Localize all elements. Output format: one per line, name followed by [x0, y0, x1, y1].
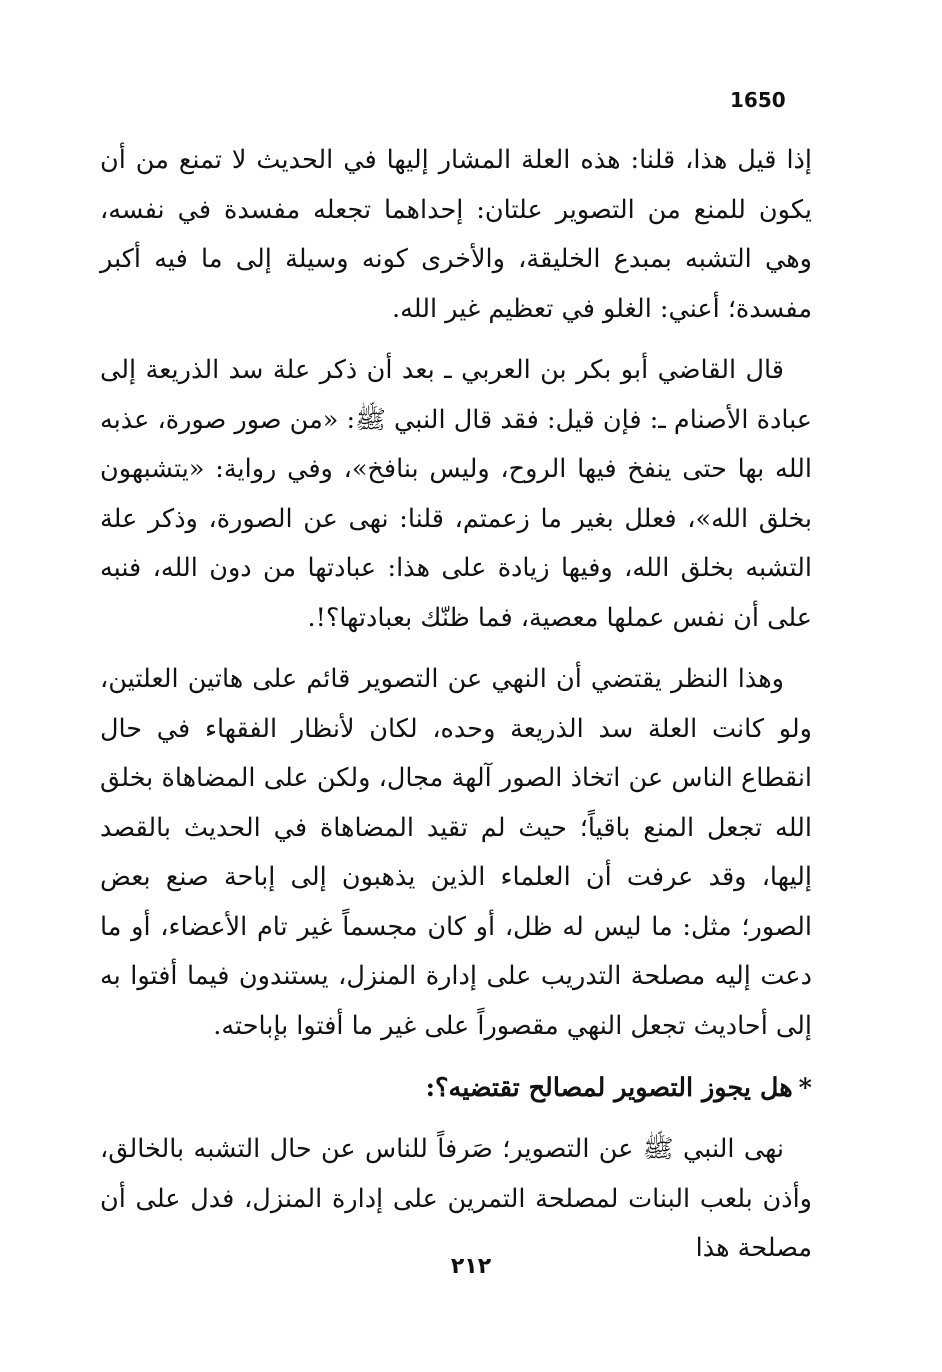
page-body: [100, 136, 812, 1286]
paragraph-2: قال القاضي أبو بكر بن العربي ـ بعد أن ذكر علة سد الذريعة إلى عبادة الأصنام ـ: فإن قيل: فقد قال النبي ﷺ: «من صور صورة، عذبه الله بها حتى ينفخ فيها الروح، وليس بنافخ»، وفي رواية: «يتشبهون بخلق الله»، فعلل بغير ما زعمتم، قلنا: نهى عن الصورة، وذكر علة التشبه بخلق الله، وفيها زيادة على هذا: عبادتها من دون الله، فنبه على أن نفس عملها معصية، فما ظنّك بعبادتها؟!.: [100, 355, 812, 633]
paragraph-1: إذا قيل هذا، قلنا: هذه العلة المشار إليها في الحديث لا تمنع من أن يكون للمنع من التصوير علتان: إحداهما تجعله مفسدة في نفسه، وهي التشبه بمبدع الخليقة، والأخرى كونه وسيلة إلى ما فيه أكبر مفسدة؛ أعني: الغلو في تعظيم غير الله.: [100, 145, 813, 324]
heading-star-marker: *: [798, 1073, 812, 1103]
page-number-bottom: ٢١٢: [450, 1254, 492, 1279]
paragraph-3: وهذا النظر يقتضي أن النهي عن التصوير قائم على هاتين العلتين، ولو كانت العلة سد الذريعة وحده، لكان لأنظار الفقهاء في حال انقطاع الناس عن اتخاذ الصور آلهة مجال، ولكن على المضاهاة بخلق الله تجعل المنع باقياً؛ حيث لم تقيد المضاهاة في الحديث بالقصد إليها، وقد عرفت أن العلماء الذين يذهبون إلى إباحة صنع بعض الصور؛ مثل: ما ليس له ظل، أو كان مجسماً غير تام الأعضاء، أو ما دعت إليه مصلحة التدريب على إدارة المنزل، يستندون فيما أفتوا به إلى أحاديث تجعل النهي مقصوراً على غير ما أفتوا بإباحته.: [100, 664, 812, 1041]
section-heading-text: هل يجوز التصوير لمصالح تقتضيه؟:: [425, 1073, 793, 1103]
page-number-top: 1650: [730, 88, 786, 112]
section-heading: [100, 1063, 812, 1113]
paragraph-4: نهى النبي ﷺ عن التصوير؛ صَرفاً للناس عن حال التشبه بالخالق، وأذن بلعب البنات لمصلحة التمرين على إدارة المنزل، فدل على أن مصلحة هذا: [100, 1134, 812, 1263]
